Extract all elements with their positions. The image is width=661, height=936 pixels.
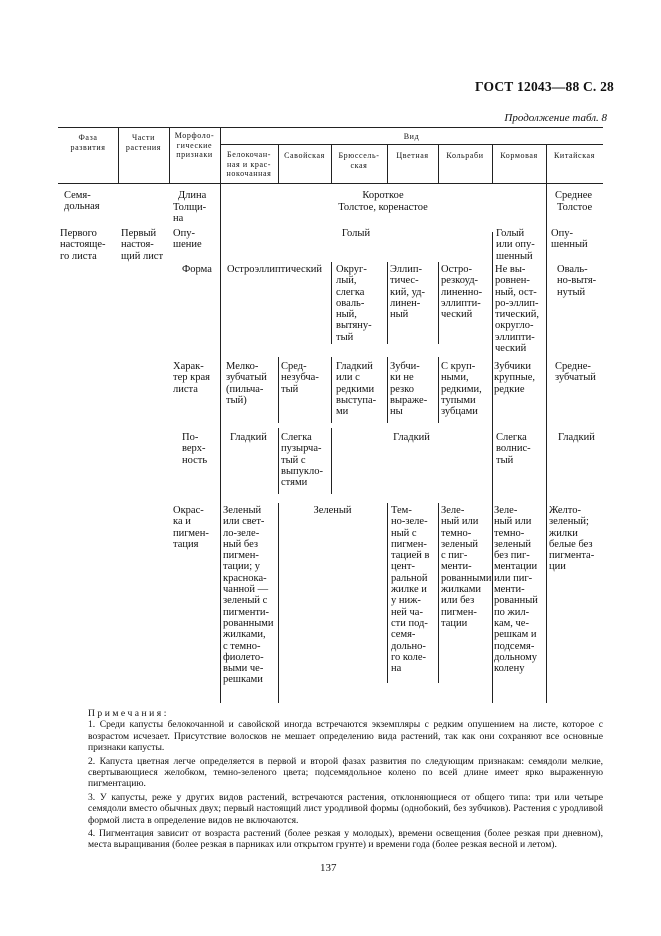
shape-kohlrabi: Остро- резкоуд- линенно- эллипти- ческий bbox=[441, 264, 483, 321]
col-divider-shape-cauli bbox=[387, 262, 388, 344]
surface-chinese: Гладкий bbox=[558, 432, 595, 443]
col-divider-color-cauli bbox=[387, 503, 388, 683]
col-divider-shape-kohlrabi bbox=[438, 262, 439, 344]
label-pubescence: Опу- шение bbox=[173, 228, 202, 251]
header-species: Вид bbox=[403, 132, 420, 141]
header-fodder: Кормовая bbox=[500, 151, 538, 160]
color-chinese: Желто- зеленый; жилки белые без пигмента- ции bbox=[549, 505, 595, 573]
document-header: ГОСТ 12043—88 С. 28 bbox=[475, 79, 614, 94]
col-divider-margin-kohlrabi bbox=[438, 357, 439, 423]
label-thickness: Толщи- на bbox=[173, 202, 207, 225]
pubescence-chinese: Опу- шенный bbox=[551, 228, 588, 251]
col-divider-morph-body bbox=[220, 183, 221, 703]
table-top-rule bbox=[58, 127, 603, 128]
header-cauli: Цветная bbox=[396, 151, 429, 160]
pubescence-fodder: Голый или опу- шенный bbox=[496, 228, 535, 262]
color-cauli: Тем- но-зеле- ный с пигмен- тацией в цент- ральной жилке и у ниж- ней ча- сти под- семя- дольно- го коле- на bbox=[391, 505, 430, 675]
note-1: 1. Среди капусты белокочанной и савойской иногда встречаются экземпляры с редким опушением на листе, которое с возрастом исчезает. Присутствие волосков не мешает определению вида растений, так как они сохраняют все основные признаки капусты. bbox=[88, 719, 603, 754]
col-divider-8-header bbox=[492, 144, 493, 183]
margin-kohlrabi: С круп- ными, редкими, тупыми зубцами bbox=[441, 361, 482, 418]
col-divider-surface-savoy bbox=[278, 428, 279, 494]
table-header-bottom-rule bbox=[58, 183, 603, 184]
header-savoy: Савойская bbox=[284, 151, 325, 160]
table-continuation-label: Продолжение табл. 8 bbox=[504, 112, 607, 124]
col-divider-margin-cauli bbox=[387, 357, 388, 423]
phase-cotyledon: Семя- дольная bbox=[64, 190, 100, 213]
page-number: 137 bbox=[320, 862, 337, 874]
surface-belo: Гладкий bbox=[230, 432, 267, 443]
length-chinese: Среднее bbox=[555, 190, 593, 201]
note-3: 3. У капусты, реже у других видов растений, встречаются растения, отклоняющиеся от общего типа: три или четыре семядоли вместо обычных двух; первый настоящий лист уродливой формы (однобокий, без зубчиков). Растения с уродливой формой листа в определение видов не включаются. bbox=[88, 791, 603, 826]
thickness-chinese: Толстое bbox=[557, 202, 593, 213]
phase-first-leaf: Первого настояще- го листа bbox=[60, 228, 106, 262]
header-chinese: Китайская bbox=[554, 151, 595, 160]
thickness-common: Толстое, коренастое bbox=[338, 202, 428, 213]
col-divider-4-header bbox=[278, 144, 279, 183]
notes-title: Примечания: bbox=[88, 708, 169, 719]
label-surface: По- верх- ность bbox=[182, 432, 208, 466]
surface-fodder: Слегка волнис- тый bbox=[496, 432, 531, 466]
note-4: 4. Пигментация зависит от возраста растений (более резкая у молодых), времени освещения (более резкая при дневном), места выращивания (более резкая в парниках или открытом грунте) и времени года (более резкая весной и летом). bbox=[88, 828, 603, 851]
surface-middle: Гладкий bbox=[393, 432, 430, 443]
col-divider-7-header bbox=[438, 144, 439, 183]
col-divider-9-header bbox=[546, 144, 547, 183]
col-divider-chinese-body bbox=[546, 183, 547, 703]
header-phase: Фаза развития bbox=[70, 133, 106, 152]
margin-chinese: Средне- зубчатый bbox=[555, 361, 596, 384]
color-savoy-brussels: Зеленый bbox=[313, 505, 352, 516]
margin-brussels: Гладкий или с редкими выступа- ми bbox=[336, 361, 377, 418]
notes-section bbox=[88, 708, 603, 851]
header-morph: Морфоло- гические признаки bbox=[174, 131, 215, 159]
col-divider-margin-brussels bbox=[331, 357, 332, 423]
part-first-leaf: Первый настоя- щий лист bbox=[121, 228, 164, 262]
shape-fodder: Не вы- ровнен- ный, ост- ро-эллип- тический, округло- эллипти- ческий bbox=[495, 264, 540, 355]
shape-cauli: Эллип- тичес- кий, уд- линен- ный bbox=[390, 264, 426, 321]
col-divider-margin-savoy bbox=[278, 357, 279, 423]
label-length: Длина bbox=[178, 190, 207, 201]
header-belo: Белокочан- ная и крас- нокочанная bbox=[226, 150, 272, 178]
label-color: Окрас- ка и пигмен- тация bbox=[173, 505, 209, 550]
col-divider-color-belo bbox=[278, 503, 279, 703]
pubescence-common: Голый bbox=[341, 228, 371, 239]
margin-cauli: Зубчи- ки не резко выраже- ны bbox=[390, 361, 428, 418]
header-brussels: Брюссель- ская bbox=[338, 151, 380, 170]
length-common: Короткое bbox=[362, 190, 404, 201]
label-shape: Форма bbox=[182, 264, 212, 275]
note-2: 2. Капуста цветная легче определяется в первой и второй фазах развития по следующим признакам: семядоли мелкие, свертывающиеся желобком, темно-зеленого цвета; подсемядольное колено по всей длине имеет ярко выраженную пигментацию. bbox=[88, 755, 603, 790]
header-parts: Части растения bbox=[125, 133, 162, 152]
col-divider-fodder-body bbox=[492, 232, 493, 703]
margin-fodder: Зубчики крупные, редкие bbox=[494, 361, 536, 395]
shape-chinese: Оваль- но-вытя- нутый bbox=[557, 264, 597, 298]
surface-savoy: Слегка пузырча- тый с выпукло- стями bbox=[281, 432, 323, 489]
col-divider-color-kohlrabi bbox=[438, 503, 439, 683]
shape-brussels: Округ- лый, слегка оваль- ный, вытяну- тый bbox=[336, 264, 372, 343]
col-divider-6-header bbox=[387, 144, 388, 183]
margin-savoy: Сред- незубча- тый bbox=[281, 361, 319, 395]
color-belo: Зеленый или свет- ло-зеле- ный без пигмен- тации; у краснока- чанной — зеленый с пигменти- рованными жилками, с темно- фиолето- выми че- решками bbox=[223, 505, 274, 686]
color-kohlrabi: Зеле- ный или темно- зеленый с пиг- менти- рованными жилками или без пигмен- тации bbox=[441, 505, 492, 629]
header-kohlrabi: Кольраби bbox=[446, 151, 484, 160]
col-divider-shape-brussels bbox=[331, 262, 332, 344]
shape-belo-savoy: Остроэллиптический bbox=[227, 264, 323, 275]
margin-belo: Мелко- зубчатый (пильча- тый) bbox=[226, 361, 267, 406]
color-fodder: Зеле- ный или темно- зеленый без пиг- ментации или пиг- менти- рованный по жил- кам, че- решкам и подсемя- дольному колену bbox=[494, 505, 538, 675]
label-margin: Харак- тер края листа bbox=[173, 361, 210, 395]
